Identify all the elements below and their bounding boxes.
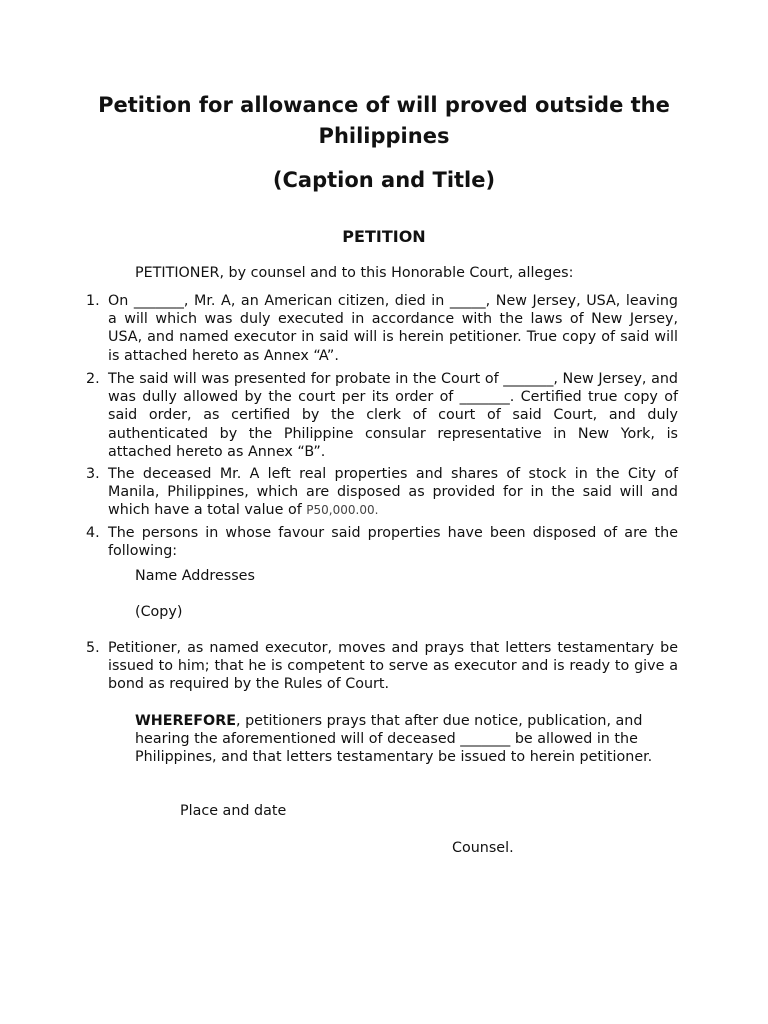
- document-title: Petition for allowance of will proved outside the Philippines: [98, 93, 670, 148]
- copy-note: (Copy): [135, 604, 183, 620]
- document-subtitle: (Caption and Title): [272, 168, 496, 192]
- list-item-text: The deceased Mr. A left real properties and shares of stock in the City of Manila, Philippines, which are disposed as provided for in the said will and which have a total value of: [108, 466, 678, 519]
- wherefore-text: , petitioners prays that after due notice, publication, and hearing the aforementioned will of deceased _______ be allowed in the Philippines, and that letters testamentary be issued to herein petitioner.: [135, 713, 653, 766]
- names-addresses-label: Name Addresses: [135, 568, 255, 584]
- list-item-text: On _______, Mr. A, an American citizen, died in _____, New Jersey, USA, leaving a will which was duly executed in accordance with the laws of New Jersey, USA, and named executor in said will is herein petitioner. True copy of said will is attached hereto as Annex “A”.: [108, 293, 678, 364]
- list-item: [86, 639, 678, 694]
- list-item-text-wrapper: [108, 465, 678, 520]
- list-item-number: 3.: [86, 466, 100, 482]
- list-item-text: The persons in whose favour said properties have been disposed of are the following:: [108, 525, 678, 560]
- counsel-signature: Counsel.: [452, 840, 514, 856]
- list-item-number: 5.: [86, 640, 100, 656]
- place-and-date: Place and date: [180, 803, 287, 819]
- intro-paragraph: PETITIONER, by counsel and to this Honorable Court, alleges:: [135, 265, 574, 281]
- wherefore-paragraph: [135, 712, 667, 767]
- list-item: [86, 292, 678, 365]
- list-item: [86, 370, 678, 461]
- wherefore-label: WHEREFORE: [135, 713, 236, 729]
- list-item-text: Petitioner, as named executor, moves and prays that letters testamentary be issued to him; that he is competent to serve as executor and is ready to give a bond as required by the Rules of Court.: [108, 640, 678, 693]
- list-item-number: 4.: [86, 525, 100, 541]
- section-heading: PETITION: [342, 227, 426, 246]
- list-item-text: The said will was presented for probate in the Court of _______, New Jersey, and was dully allowed by the court per its order of _______. Certified true copy of said order, as certified by the clerk of court of said Court, and duly authenticated by the Philippine consular representative in New York, is attached hereto as Annex “B”.: [108, 371, 678, 460]
- list-item: [86, 524, 678, 560]
- list-item-number: 1.: [86, 293, 100, 309]
- total-value-amount: P50,000.00.: [306, 503, 379, 518]
- list-item: [86, 465, 678, 520]
- list-item-number: 2.: [86, 371, 100, 387]
